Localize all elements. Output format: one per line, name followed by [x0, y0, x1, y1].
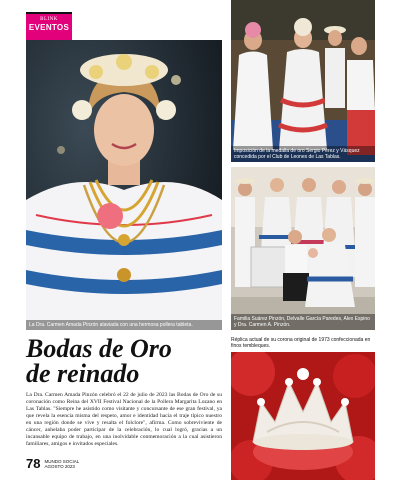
family-group-illustration	[231, 167, 375, 330]
publication-info	[44, 459, 79, 469]
crown-photo	[231, 352, 375, 480]
main-portrait-photo	[26, 40, 222, 330]
section-tag-brand: BLINK	[40, 17, 58, 22]
article-headline	[26, 336, 222, 386]
crown-photo-caption: Réplica actual de su corona original de 1973 confeccionada en finos tembleques.	[231, 337, 371, 349]
publication-name: MUNDO SOCIAL	[44, 458, 80, 464]
medal-ceremony-photo	[231, 0, 375, 162]
headline-line-1: Bodas de Oro	[26, 334, 172, 363]
crown-illustration	[231, 352, 375, 480]
page-number: 78	[26, 456, 41, 471]
medal-ceremony-illustration	[231, 0, 375, 162]
main-photo-caption: La Dra. Carmen Amada Pinzón ataviada con una hermosa pollera tableta.	[26, 320, 222, 330]
family-group-photo	[231, 167, 375, 330]
headline-line-2: de reinado	[26, 359, 140, 388]
section-tag	[26, 12, 72, 40]
medal-photo-caption: Imposición de la medalla de oro Sergio Pérez y Vásquez concedida por el Club de Leones de Las Tablas.	[231, 146, 375, 162]
portrait-illustration	[26, 40, 222, 330]
family-photo-caption: Familia Suárez Pinzón, Delvalle García Paredes, Alex Espino y Dra. Carmen A. Pinzón.	[231, 314, 375, 330]
page-footer	[26, 456, 79, 471]
issue-date: AGOSTO 2023	[44, 463, 75, 469]
section-tag-label: EVENTOS	[28, 23, 70, 32]
article-body: La Dra. Carmen Amada Pinzón celebró el 22 de julio de 2023 las Bodas de Oro de su coronación como Reina del XVII Festival Nacional de la Pollera Margarita Lozano en Las Tablas. "Siempre he asistido como visitante y concursante de ese gran festival, ya que revela la esencia misma del respeto, amor e identidad hacia el traje típico nuestro en una región donde se vive y resalta el folclore", afirma. Como sobreviviente de cáncer, anhelaba poder participar de la celebración, lo cual logró, gracias a un incansable equipo de trabajo, en una inolvidable conmemoración a la cual asistieron familiares, amigos e invitados especiales.	[26, 392, 222, 447]
